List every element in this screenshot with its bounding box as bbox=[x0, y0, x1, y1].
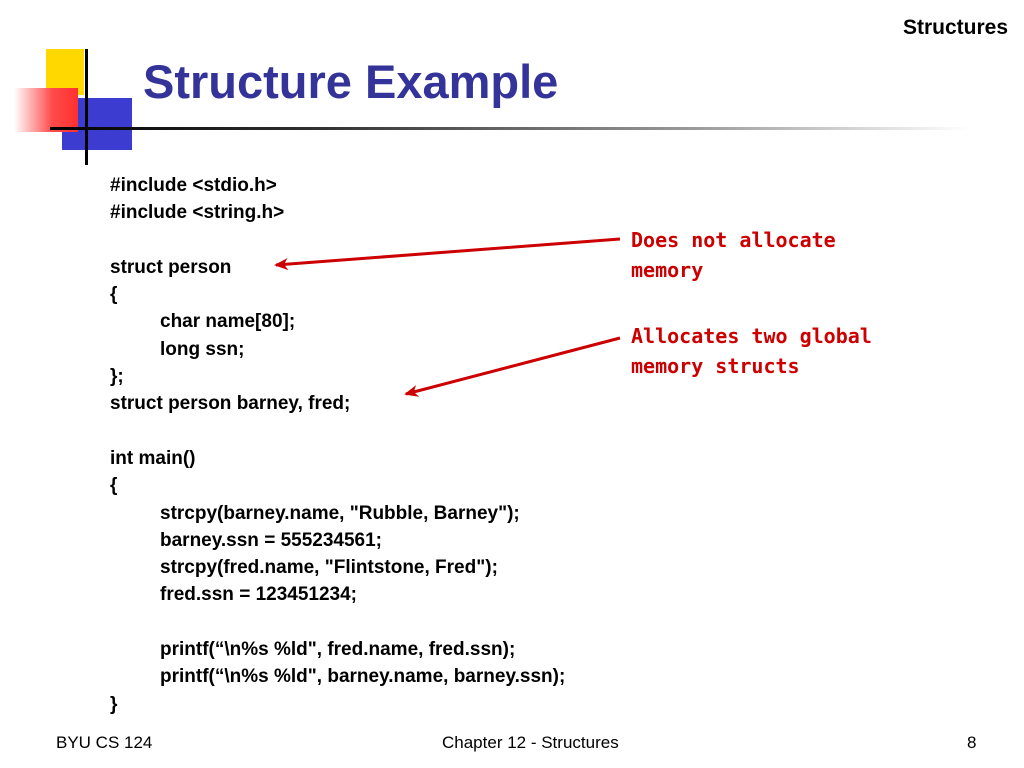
footer-chapter: Chapter 12 - Structures bbox=[442, 733, 619, 752]
annotation-allocates-structs: Allocates two global memory structs bbox=[631, 324, 872, 378]
code-line: { bbox=[110, 284, 118, 306]
slide-title: Structure Example bbox=[143, 55, 559, 108]
code-line: #include <string.h> bbox=[110, 202, 285, 224]
arrow-to-struct-declaration bbox=[406, 338, 620, 394]
code-line: barney.ssn = 555234561; bbox=[160, 529, 382, 551]
code-line: fred.ssn = 123451234; bbox=[160, 584, 357, 606]
code-line: printf(“\n%s %ld", barney.name, barney.ssn); bbox=[160, 666, 566, 688]
footer-course: BYU CS 124 bbox=[56, 733, 153, 752]
code-line: { bbox=[110, 475, 118, 497]
section-label: Structures bbox=[902, 16, 1008, 39]
code-line: long ssn; bbox=[160, 338, 245, 360]
arrow-to-struct-person bbox=[276, 239, 620, 265]
code-line: }; bbox=[110, 366, 124, 388]
code-line: char name[80]; bbox=[160, 311, 296, 333]
code-line: strcpy(fred.name, "Flintstone, Fred"); bbox=[160, 557, 498, 579]
code-line: struct person bbox=[110, 256, 232, 278]
code-line: strcpy(barney.name, "Rubble, Barney"); bbox=[160, 502, 520, 524]
code-line: #include <stdio.h> bbox=[110, 175, 277, 196]
footer-page-number: 8 bbox=[967, 733, 977, 752]
code-line: printf(“\n%s %ld", fred.name, fred.ssn); bbox=[160, 639, 516, 661]
code-line: } bbox=[110, 693, 118, 715]
annotation-does-not-allocate: Does not allocate memory bbox=[631, 228, 836, 282]
code-line: int main() bbox=[110, 447, 196, 469]
code-line: struct person barney, fred; bbox=[110, 393, 351, 415]
